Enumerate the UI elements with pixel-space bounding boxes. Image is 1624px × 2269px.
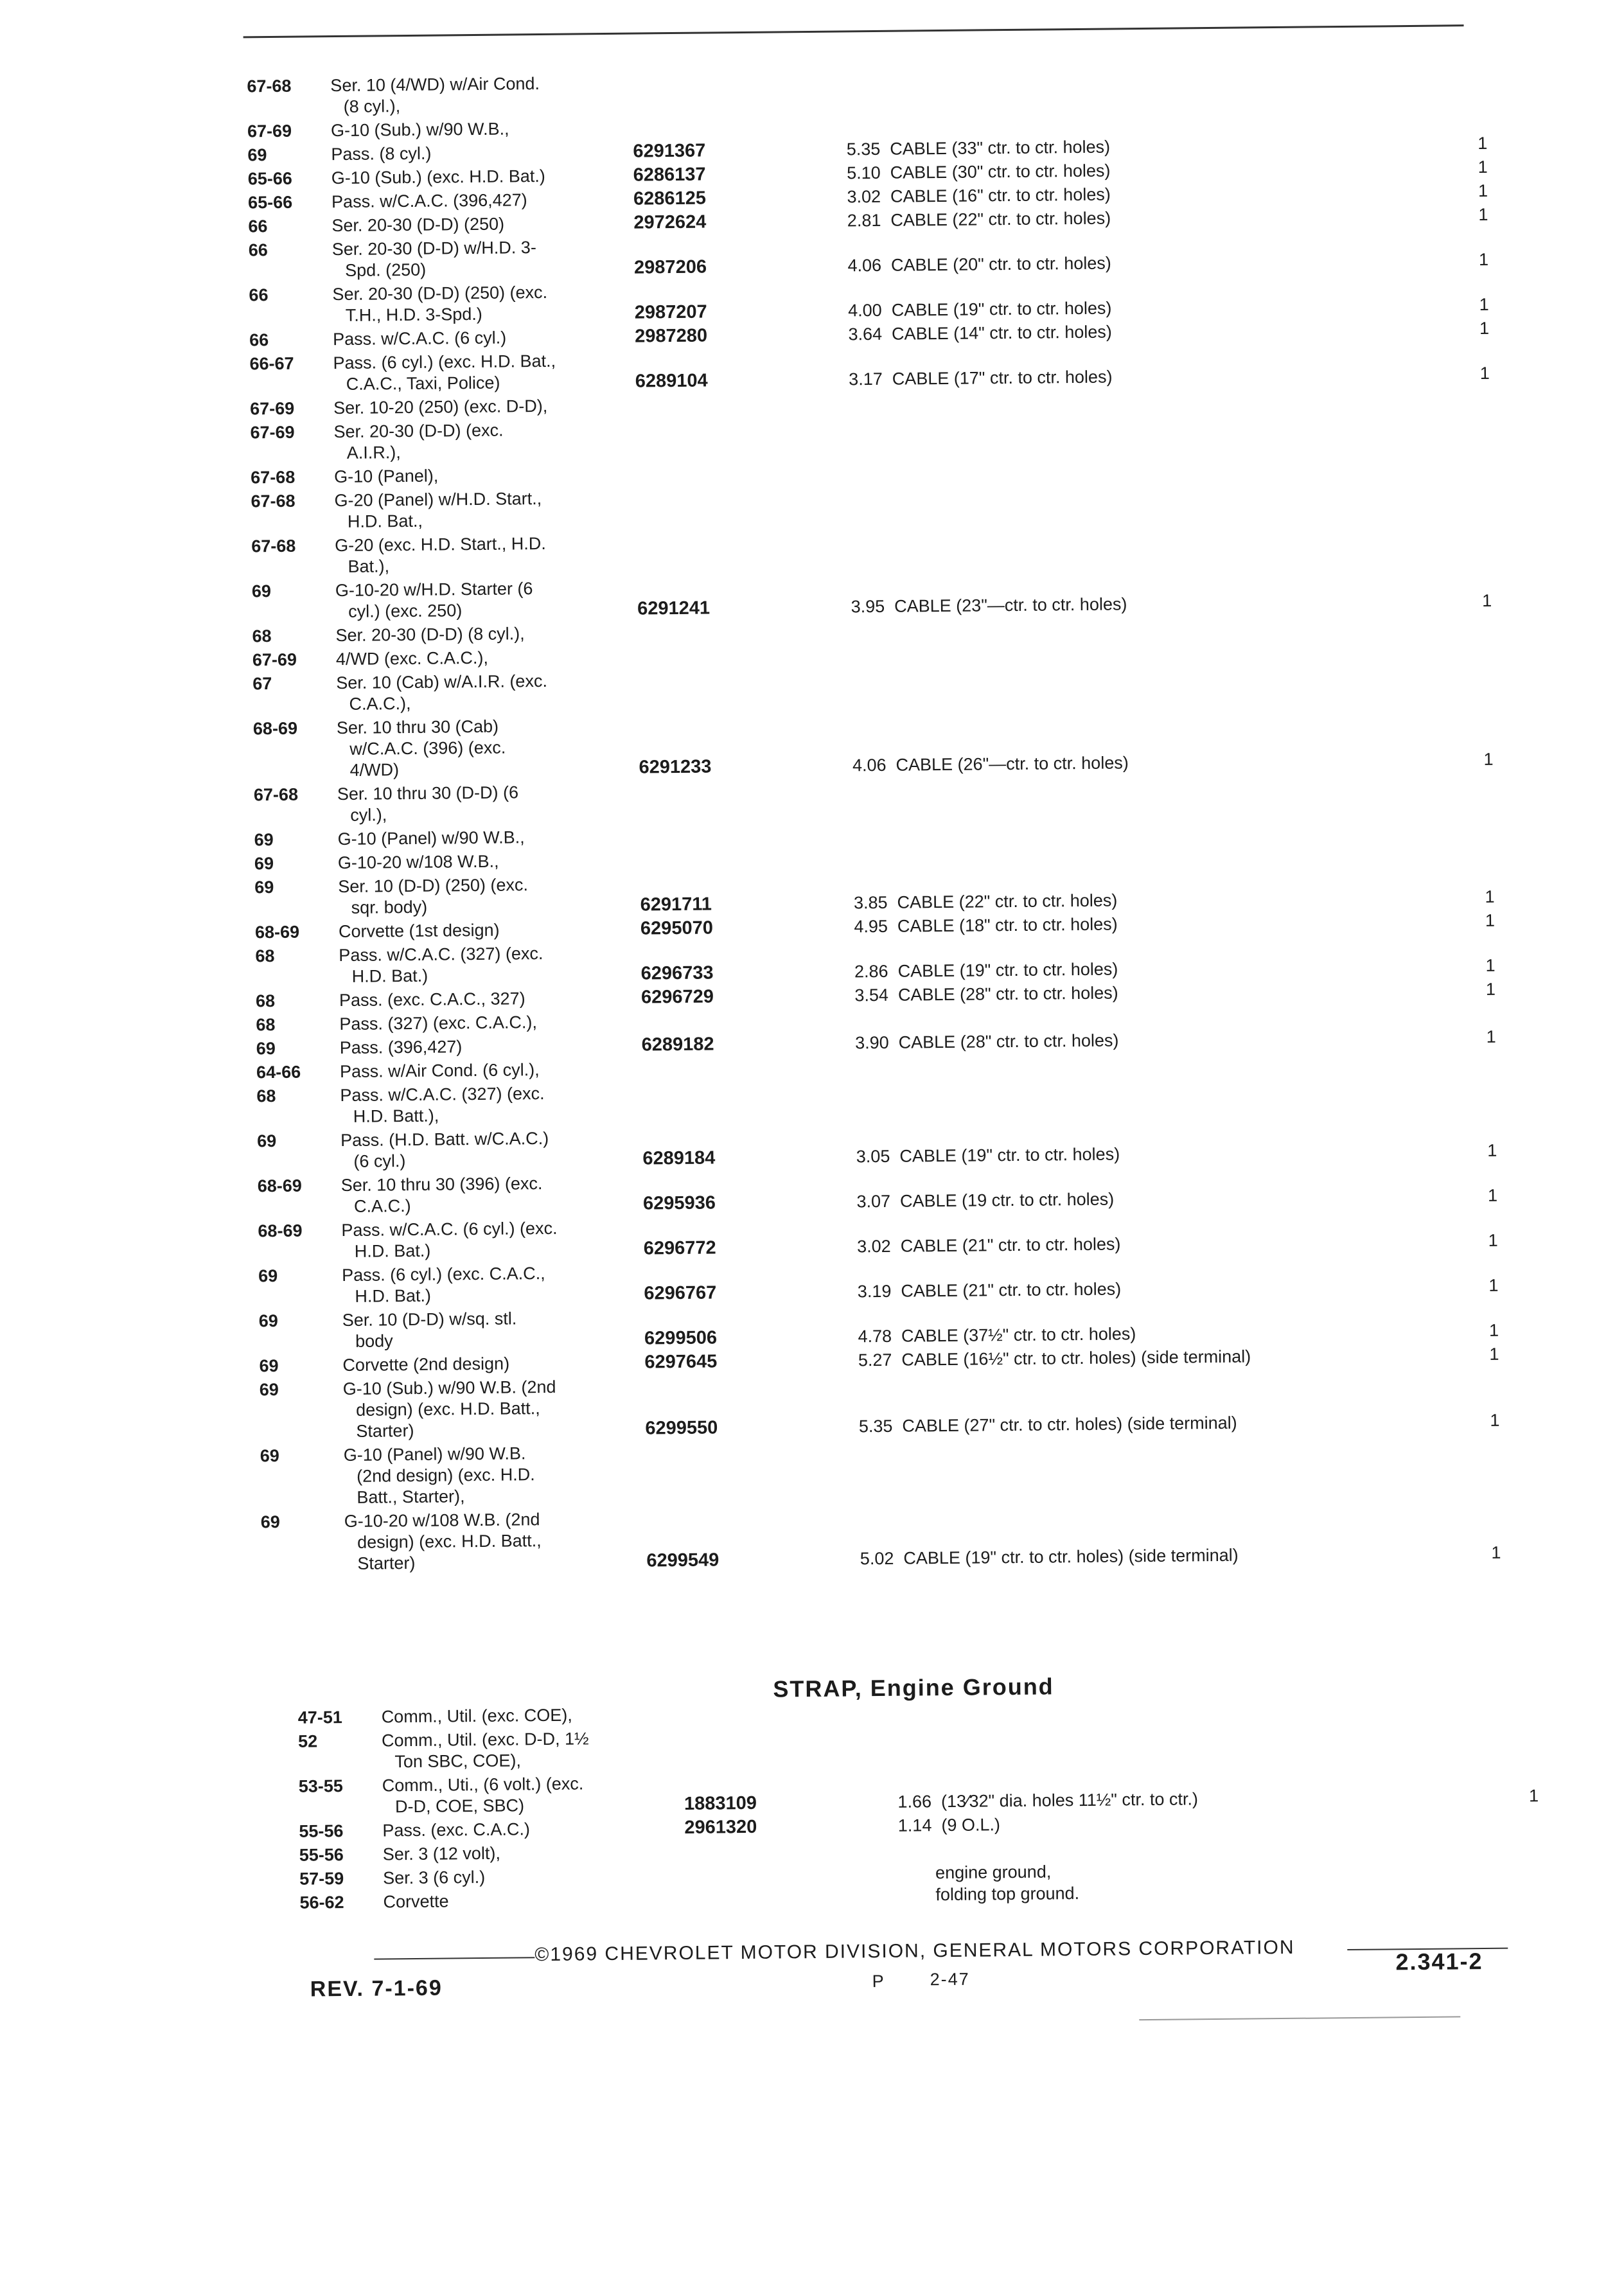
application-description: Ser. 10 (Cab) w/A.I.R. (exc. <box>336 671 548 693</box>
application-description: 4/WD (exc. C.A.C.), <box>335 648 489 669</box>
item-description: CABLE (19 ctr. to ctr. holes) <box>899 1189 1115 1211</box>
model-years: 67 <box>252 674 272 694</box>
footer-rule-left <box>374 1957 534 1959</box>
list-item <box>253 706 1539 782</box>
list-item <box>260 1433 1546 1509</box>
model-years: 68 <box>256 1015 276 1035</box>
application-description: G-10-20 w/108 W.B., <box>337 851 499 873</box>
application-description: G-10 (Panel) w/90 W.B. <box>343 1444 526 1465</box>
application-description: H.D. Bat., <box>347 511 423 531</box>
application-description: Pass. (exc. C.A.C., 327) <box>339 989 525 1011</box>
application-description: G-10-20 w/H.D. Starter (6 <box>335 579 533 601</box>
note-1: engine ground, <box>935 1862 1052 1883</box>
model-years: 67-69 <box>250 398 295 419</box>
application-description: Ser. 20-30 (D-D) (250) (exc. <box>332 282 548 305</box>
application-description: Batt., Starter), <box>357 1487 465 1507</box>
note-2: folding top ground. <box>935 1884 1080 1905</box>
list-price: 1.66 <box>897 1792 932 1812</box>
item-description: (13⁄32" dia. holes 11½" ctr. to ctr.) <box>940 1789 1199 1812</box>
part-number: 6286125 <box>633 188 707 209</box>
application-description: design) (exc. H.D. Batt., <box>355 1399 540 1420</box>
application-description: Ser. 20-30 (D-D) (exc. <box>333 420 504 442</box>
page-sub: 2-47 <box>930 1969 970 1990</box>
list-price: 3.05 <box>856 1146 890 1167</box>
page-number: 2.341-2 <box>1395 1948 1483 1975</box>
application-description: Spd. (250) <box>344 260 427 280</box>
quantity: 1 <box>1486 1027 1496 1046</box>
quantity: 1 <box>1488 1275 1499 1295</box>
application-description: Ser. 3 (6 cyl.) <box>382 1867 486 1888</box>
application-description: H.D. Bat.) <box>351 966 428 986</box>
top-rule <box>243 24 1464 38</box>
part-number: 6299550 <box>645 1417 718 1439</box>
application-description: body <box>355 1331 393 1351</box>
item-description: CABLE (28" ctr. to ctr. holes) <box>898 1030 1119 1052</box>
model-years: 69 <box>259 1355 279 1376</box>
application-description: Pass. (6 cyl.) (exc. H.D. Bat., <box>333 351 556 373</box>
list-price: 3.54 <box>854 985 889 1005</box>
part-number: 6291367 <box>633 140 706 162</box>
model-years: 69 <box>251 581 272 601</box>
application-description: Pass. w/C.A.C. (6 cyl.) (exc. <box>341 1218 558 1240</box>
application-description: Ton SBC, COE), <box>394 1751 522 1772</box>
item-description: CABLE (27" ctr. to ctr. holes) (side terminal) <box>902 1413 1237 1436</box>
item-description: CABLE (26"—ctr. to ctr. holes) <box>896 753 1129 775</box>
model-years: 69 <box>247 145 267 165</box>
part-number: 2987206 <box>633 256 707 278</box>
list-price: 3.07 <box>856 1191 891 1212</box>
part-number: 6299506 <box>644 1327 718 1349</box>
part-number: 6296733 <box>640 962 714 984</box>
part-number: 6295936 <box>642 1192 716 1214</box>
application-description: A.I.R.), <box>346 443 401 463</box>
application-description: H.D. Bat.) <box>354 1240 431 1261</box>
quantity: 1 <box>1488 1230 1498 1250</box>
application-description: Ser. 10-20 (250) (exc. D-D), <box>333 396 548 418</box>
item-description: CABLE (20" ctr. to ctr. holes) <box>890 253 1111 275</box>
application-description: Ser. 10 thru 30 (D-D) (6 <box>337 782 519 804</box>
application-description: Pass. (6 cyl.) (exc. C.A.C., <box>341 1263 545 1285</box>
item-description: CABLE (37½" ctr. to ctr. holes) <box>901 1324 1136 1346</box>
item-description: CABLE (28" ctr. to ctr. holes) <box>897 983 1118 1005</box>
application-description: H.D. Bat.) <box>355 1285 432 1306</box>
model-years: 53-55 <box>298 1776 343 1796</box>
item-description: CABLE (33" ctr. to ctr. holes) <box>890 137 1111 159</box>
application-description: Comm., Util. (exc. COE), <box>381 1705 572 1727</box>
item-description: CABLE (22" ctr. to ctr. holes) <box>897 890 1118 912</box>
application-description: Ser. 20-30 (D-D) (250) <box>331 214 505 236</box>
model-years: 66 <box>249 330 269 350</box>
model-years: 56-62 <box>299 1893 344 1912</box>
model-years: 68 <box>252 626 272 646</box>
model-years: 68-69 <box>258 1221 303 1241</box>
quantity: 1 <box>1478 249 1489 269</box>
part-number: 6289182 <box>641 1034 714 1055</box>
application-description: Corvette (1st design) <box>338 920 500 942</box>
part-number: 2961320 <box>684 1816 757 1838</box>
quantity: 1 <box>1478 181 1488 200</box>
application-description: (2nd design) (exc. H.D. <box>356 1465 535 1486</box>
quantity: 1 <box>1491 1542 1501 1562</box>
application-description: Pass. (8 cyl.) <box>331 143 432 164</box>
application-description: Ser. 20-30 (D-D) (8 cyl.), <box>335 624 525 646</box>
item-description: CABLE (19" ctr. to ctr. holes) <box>899 1144 1120 1166</box>
quantity: 1 <box>1488 1320 1499 1340</box>
application-description: Ser. 3 (12 volt), <box>382 1843 501 1864</box>
model-years: 68-69 <box>257 1176 302 1196</box>
model-years: 67-68 <box>247 76 292 96</box>
application-description: G-10 (Panel) w/90 W.B., <box>337 827 525 849</box>
model-years: 68 <box>256 1086 276 1106</box>
item-description: CABLE (19" ctr. to ctr. holes) <box>897 959 1118 981</box>
quantity: 1 <box>1487 1140 1497 1160</box>
item-description: CABLE (22" ctr. to ctr. holes) <box>890 208 1111 230</box>
application-description: H.D. Batt.), <box>353 1106 439 1126</box>
item-description: CABLE (16½" ctr. to ctr. holes) (side terminal) <box>901 1346 1251 1370</box>
application-description: Pass. (327) (exc. C.A.C.), <box>339 1012 538 1034</box>
list-price: 3.64 <box>848 324 883 344</box>
application-description: Pass. (396,427) <box>339 1037 463 1058</box>
list-price: 2.81 <box>847 210 881 231</box>
model-years: 52 <box>297 1731 318 1751</box>
model-years: 55-56 <box>299 1821 344 1841</box>
list-price: 3.90 <box>854 1032 889 1053</box>
part-number: 6296772 <box>643 1237 716 1259</box>
quantity: 1 <box>1478 204 1488 224</box>
item-description: (9 O.L.) <box>941 1815 1001 1835</box>
list-item <box>261 1499 1546 1575</box>
model-years: 69 <box>258 1266 278 1286</box>
model-years: 66 <box>248 216 268 236</box>
application-description: (8 cyl.), <box>343 96 401 116</box>
application-description: Pass. w/C.A.C. (327) (exc. <box>340 1083 545 1106</box>
list-price: 5.35 <box>846 139 881 159</box>
application-description: G-10 (Sub.) w/90 W.B. (2nd <box>342 1377 556 1399</box>
model-years: 67-68 <box>251 467 296 488</box>
list-price: 4.06 <box>852 755 887 775</box>
model-years: 68 <box>255 946 275 966</box>
application-description: Pass. w/C.A.C. (396,427) <box>331 190 527 212</box>
application-description: 4/WD) <box>349 760 400 780</box>
application-description: G-10-20 w/108 W.B. (2nd <box>344 1510 540 1532</box>
part-number: 6291241 <box>637 597 710 619</box>
application-description: Ser. 10 (D-D) (250) (exc. <box>338 875 529 897</box>
part-number: 6299549 <box>646 1549 719 1571</box>
part-number: 6295070 <box>640 917 714 939</box>
item-description: CABLE (16" ctr. to ctr. holes) <box>890 184 1111 206</box>
item-description: CABLE (19" ctr. to ctr. holes) <box>891 298 1112 320</box>
application-description: C.A.C., Taxi, Police) <box>346 373 500 394</box>
part-number: 2987280 <box>634 325 708 347</box>
application-description: C.A.C.) <box>353 1196 411 1216</box>
list-price: 4.00 <box>848 300 882 321</box>
model-years: 67-69 <box>247 121 292 141</box>
application-description: Pass. (H.D. Batt. w/C.A.C.) <box>340 1128 549 1151</box>
part-number: 2987207 <box>634 301 707 323</box>
application-description: Pass. w/C.A.C. (327) (exc. <box>339 944 543 966</box>
model-years: 67-68 <box>251 536 296 556</box>
application-description: Comm., Util. (exc. D-D, 1½ <box>381 1729 589 1751</box>
model-years: 68-69 <box>254 922 300 942</box>
list-item <box>260 1367 1545 1443</box>
application-description: Starter) <box>356 1420 414 1441</box>
list-price: 4.06 <box>847 255 882 276</box>
application-description: G-10 (Sub.) w/90 W.B., <box>330 119 509 141</box>
model-years: 66 <box>248 240 268 260</box>
model-years: 69 <box>259 1379 279 1400</box>
model-years: 69 <box>260 1512 280 1532</box>
part-number: 6289184 <box>642 1147 716 1169</box>
quantity: 1 <box>1528 1786 1539 1806</box>
model-years: 57-59 <box>299 1869 344 1889</box>
list-price: 5.10 <box>846 163 881 183</box>
part-number: 6297645 <box>644 1351 718 1373</box>
model-years: 64-66 <box>256 1062 301 1082</box>
part-number: 6286137 <box>633 164 706 186</box>
part-number: 6291233 <box>639 756 712 778</box>
item-description: CABLE (21" ctr. to ctr. holes) <box>900 1234 1121 1256</box>
quantity: 1 <box>1485 910 1496 930</box>
application-description: Comm., Uti., (6 volt.) (exc. <box>382 1774 584 1796</box>
application-description: T.H., H.D. 3-Spd.) <box>345 304 482 325</box>
quantity: 1 <box>1489 1344 1499 1364</box>
quantity: 1 <box>1485 955 1496 975</box>
application-description: sqr. body) <box>351 897 428 917</box>
quantity: 1 <box>1479 363 1490 383</box>
model-years: 69 <box>260 1445 280 1466</box>
revision-date: REV. 7-1-69 <box>310 1975 443 2002</box>
application-description: Ser. 10 thru 30 (396) (exc. <box>340 1174 543 1196</box>
item-description: CABLE (19" ctr. to ctr. holes) (side terminal) <box>903 1545 1239 1568</box>
section-title: STRAP, Engine Ground <box>773 1673 1054 1702</box>
list-price: 3.95 <box>851 596 885 617</box>
application-description: G-10 (Sub.) (exc. H.D. Bat.) <box>331 166 545 188</box>
application-description: Starter) <box>357 1553 416 1573</box>
model-years: 66 <box>249 285 269 305</box>
model-years: 67-68 <box>253 784 299 805</box>
model-years: 65-66 <box>247 168 292 189</box>
part-number: 6296729 <box>640 986 714 1008</box>
quantity: 1 <box>1481 590 1492 610</box>
quantity: 1 <box>1478 157 1488 177</box>
list-price: 1.14 <box>897 1815 932 1835</box>
bottom-rule <box>1139 2016 1460 2020</box>
application-description: Ser. 10 (4/WD) w/Air Cond. <box>330 73 540 96</box>
item-description: CABLE (18" ctr. to ctr. holes) <box>897 914 1118 936</box>
model-years: 69 <box>254 830 274 850</box>
part-number: 1883109 <box>684 1792 757 1814</box>
list-price: 3.85 <box>853 892 888 913</box>
application-description: Pass. (exc. C.A.C.) <box>382 1819 531 1841</box>
model-years: 47-51 <box>297 1708 342 1727</box>
list-price: 5.35 <box>858 1416 893 1436</box>
application-description: Ser. 10 thru 30 (Cab) <box>336 716 499 738</box>
quantity: 1 <box>1478 133 1488 153</box>
page-code: P <box>872 1971 885 1991</box>
list-price: 4.78 <box>858 1326 892 1346</box>
application-description: Pass. w/Air Cond. (6 cyl.), <box>339 1060 540 1082</box>
model-years: 68-69 <box>252 718 298 739</box>
quantity: 1 <box>1483 749 1494 769</box>
quantity: 1 <box>1485 979 1496 999</box>
quantity: 1 <box>1485 887 1495 906</box>
model-years: 67-68 <box>251 491 296 511</box>
application-description: design) (exc. H.D. Batt., <box>357 1531 542 1552</box>
copyright: ©1969 CHEVROLET MOTOR DIVISION, GENERAL MOTORS CORPORATION <box>534 1936 1295 1966</box>
application-description: Corvette (2nd design) <box>342 1354 510 1375</box>
quantity: 1 <box>1490 1410 1500 1430</box>
application-description: D-D, COE, SBC) <box>394 1796 525 1817</box>
application-description: Pass. w/C.A.C. (6 cyl.) <box>332 328 507 349</box>
quantity: 1 <box>1487 1185 1498 1205</box>
item-description: CABLE (30" ctr. to ctr. holes) <box>890 161 1111 182</box>
item-description: CABLE (23"—ctr. to ctr. holes) <box>894 594 1127 616</box>
item-description: CABLE (17" ctr. to ctr. holes) <box>892 367 1113 389</box>
model-years: 69 <box>254 854 274 874</box>
application-description: G-10 (Panel), <box>334 466 439 487</box>
model-years: 67-69 <box>250 422 295 443</box>
list-price: 4.95 <box>854 916 888 937</box>
list-price: 2.86 <box>854 961 888 982</box>
list-price: 3.02 <box>847 186 881 207</box>
part-number: 2972624 <box>633 211 707 233</box>
application-description: Ser. 10 (D-D) w/sq. stl. <box>342 1309 517 1330</box>
model-years: 69 <box>256 1039 276 1059</box>
model-years: 68 <box>255 991 276 1011</box>
model-years: 65-66 <box>247 192 293 213</box>
list-price: 5.27 <box>858 1350 892 1370</box>
application-description: (6 cyl.) <box>353 1151 406 1171</box>
application-description: cyl.) (exc. 250) <box>348 601 463 621</box>
model-years: 69 <box>258 1311 278 1331</box>
item-description: CABLE (21" ctr. to ctr. holes) <box>901 1279 1122 1301</box>
list-price: 3.02 <box>857 1236 891 1257</box>
part-number: 6291711 <box>640 894 712 915</box>
application-description: G-20 (exc. H.D. Start., H.D. <box>335 533 546 556</box>
application-description: G-20 (Panel) w/H.D. Start., <box>334 488 542 511</box>
part-number: 6289104 <box>635 370 708 392</box>
application-description: cyl.), <box>350 805 387 825</box>
list-price: 3.17 <box>849 369 883 389</box>
item-description: CABLE (14" ctr. to ctr. holes) <box>891 322 1112 344</box>
model-years: 69 <box>254 878 274 897</box>
quantity: 1 <box>1479 318 1490 338</box>
quantity: 1 <box>1479 294 1489 314</box>
list-price: 5.02 <box>860 1548 894 1569</box>
list-price: 3.19 <box>857 1281 892 1302</box>
application-description: Corvette <box>383 1891 449 1912</box>
application-description: Bat.), <box>348 556 390 576</box>
application-description: C.A.C.), <box>349 693 411 714</box>
model-years: 69 <box>256 1131 277 1151</box>
model-years: 66-67 <box>249 353 294 374</box>
application-description: Ser. 20-30 (D-D) w/H.D. 3- <box>331 238 537 260</box>
model-years: 67-69 <box>252 649 297 670</box>
model-years: 55-56 <box>299 1845 344 1865</box>
application-description: w/C.A.C. (396) (exc. <box>349 737 506 759</box>
part-number: 6296767 <box>644 1282 717 1304</box>
